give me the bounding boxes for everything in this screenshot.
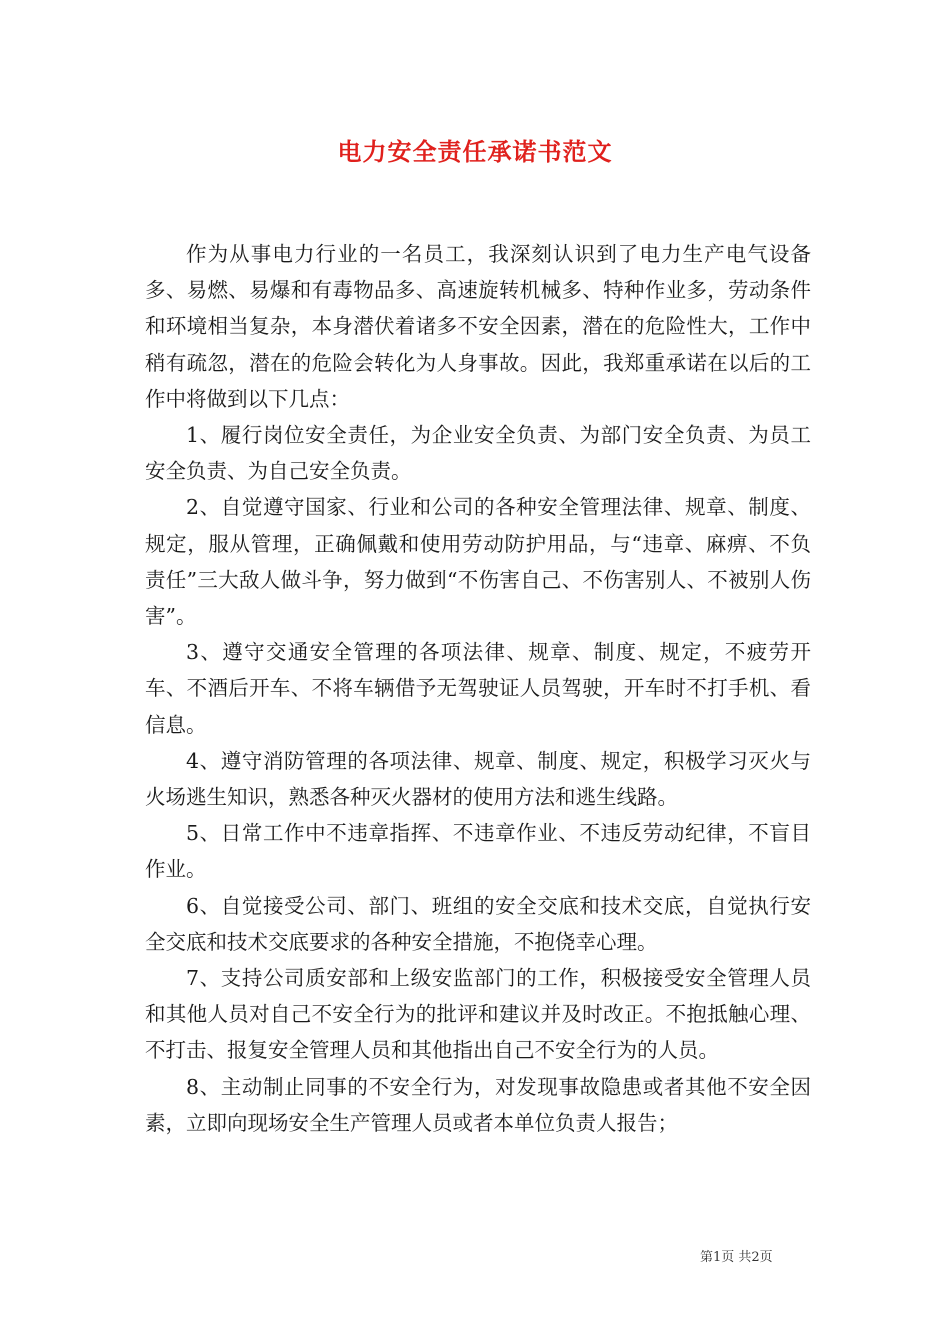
paragraph-item-8: 8、主动制止同事的不安全行为，对发现事故隐患或者其他不安全因素，立即向现场安全生产管理人员或者本单位负责人报告； <box>145 1074 811 1135</box>
paragraph-item-6: 6、自觉接受公司、部门、班组的安全交底和技术交底，自觉执行安全交底和技术交底要求的各种安全措施，不抱侥幸心理。 <box>145 893 811 954</box>
page-number-footer: 第1页 共2页 <box>700 1250 773 1265</box>
document-title: 电力安全责任承诺书范文 <box>337 137 613 166</box>
paragraph-item-2: 2、自觉遵守国家、行业和公司的各种安全管理法律、规章、制度、规定，服从管理，正确佩戴和使用劳动防护用品，与“违章、麻痹、不负责任”三大敌人做斗争，努力做到“不伤害自己、不伤害别人、不被别人伤害”。 <box>145 495 811 629</box>
paragraph-item-7: 7、支持公司质安部和上级安监部门的工作，积极接受安全管理人员和其他人员对自己不安全行为的批评和建议并及时改正。不抱抵触心理、不打击、报复安全管理人员和其他指出自己不安全行为的人员。 <box>145 966 811 1063</box>
paragraph-item-4: 4、遵守消防管理的各项法律、规章、制度、规定，积极学习灭火与火场逃生知识，熟悉各种灭火器材的使用方法和逃生线路。 <box>145 748 811 810</box>
paragraph-item-1: 1、履行岗位安全责任，为企业安全负责、为部门安全负责、为员工安全负责、为自己安全负责。 <box>145 423 811 484</box>
paragraph-item-3: 3、遵守交通安全管理的各项法律、规章、制度、规定，不疲劳开车、不酒后开车、不将车辆借予无驾驶证人员驾驶，开车时不打手机、看信息。 <box>145 640 811 737</box>
paragraph-item-5: 5、日常工作中不违章指挥、不违章作业、不违反劳动纪律，不盲目作业。 <box>145 821 811 882</box>
paragraph-intro: 作为从事电力行业的一名员工，我深刻认识到了电力生产电气设备多、易燃、易爆和有毒物品多、高速旋转机械多、特种作业多，劳动条件和环境相当复杂，本身潜伏着诸多不安全因素，潜在的危险性大，工作中稍有疏忽，潜在的危险会转化为人身事故。因此，我郑重承诺在以后的工作中将做到以下几点： <box>145 242 811 411</box>
document-body <box>145 236 811 1141</box>
